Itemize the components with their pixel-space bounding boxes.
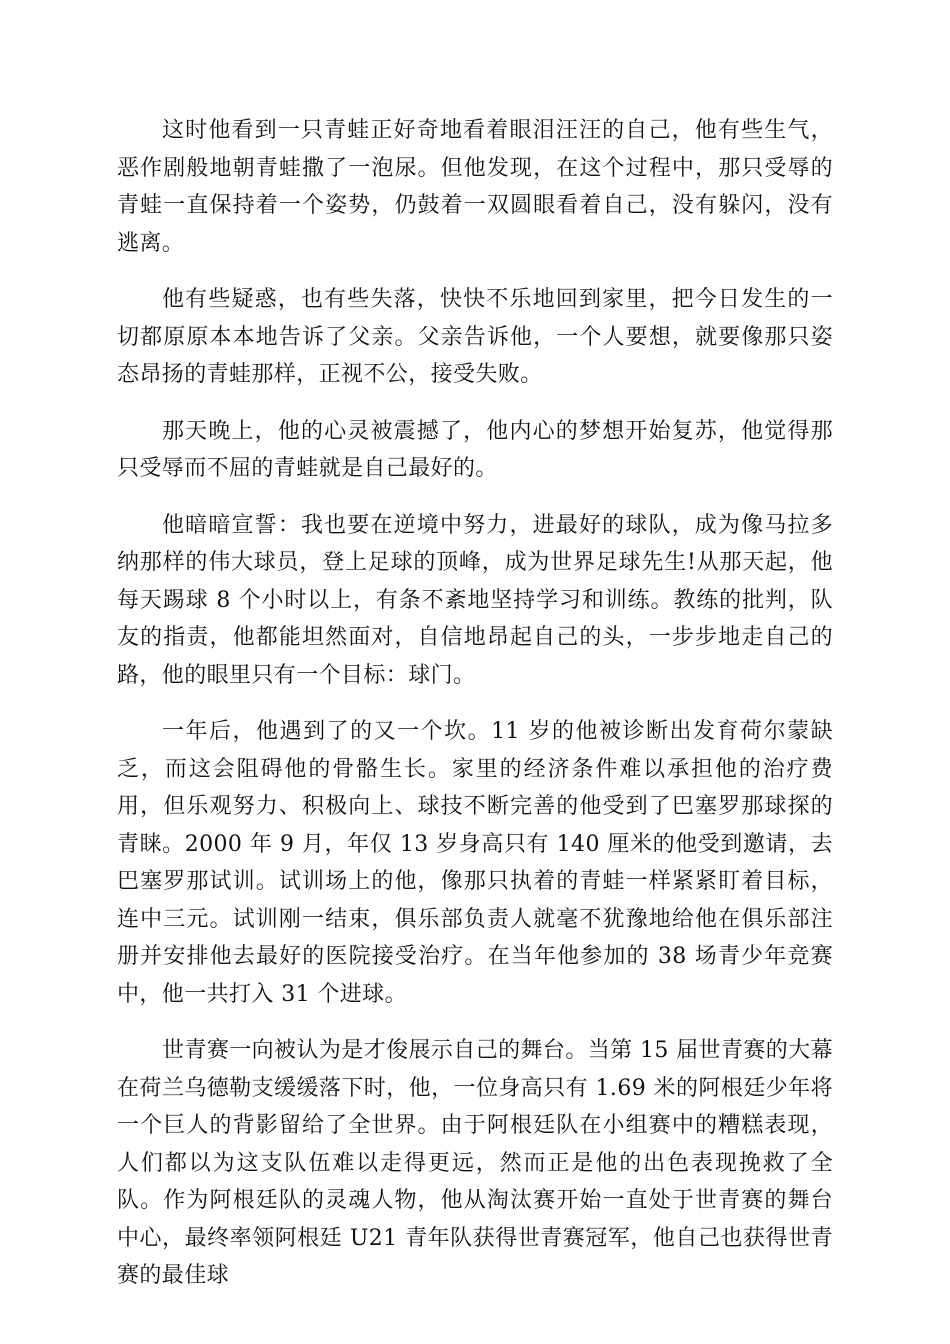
- paragraph: 一年后，他遇到了的又一个坎。11 岁的他被诊断出发育荷尔蒙缺乏，而这会阻碍他的骨骼生长。家里的经济条件难以承担他的治疗费用，但乐观努力、积极向上、球技不断完善的他受到了巴塞罗那球探的青睐。2000 年 9 月，年仅 13 岁身高只有 140 厘米的他受到邀请，去巴塞罗那试训。试训场上的他，像那只执着的青蛙一样紧紧盯着目标，连中三元。试训刚一结束，俱乐部负责人就毫不犹豫地给他在俱乐部注册并安排他去最好的医院接受治疗。在当年他参加的 38 场青少年竞赛中，他一共打入 31 个进球。: [117, 719, 833, 1007]
- paragraph: 他暗暗宣誓：我也要在逆境中努力，进最好的球队，成为像马拉多纳那样的伟大球员，登上足球的顶峰，成为世界足球先生!从那天起，他每天踢球 8 个小时以上，有条不紊地坚持学习和训练。教练的批判，队友的指责，他都能坦然面对，自信地昂起自己的头，一步步地走自己的路，他的眼里只有一个目标：球门。: [117, 512, 833, 688]
- document-body: [117, 112, 833, 1314]
- paragraph: 那天晚上，他的心灵被震撼了，他内心的梦想开始复苏，他觉得那只受辱而不屈的青蛙就是自己最好的。: [117, 418, 833, 481]
- paragraph: 世青赛一向被认为是才俊展示自己的舞台。当第 15 届世青赛的大幕在荷兰乌德勒支缓缓落下时，他，一位身高只有 1.69 米的阿根廷少年将一个巨人的背影留给了全世界。由于阿根廷队在小组赛中的糟糕表现，人们都以为这支队伍难以走得更远，然而正是他的出色表现挽救了全队。作为阿根廷队的灵魂人物，他从淘汰赛开始一直处于世青赛的舞台中心，最终率领阿根廷 U21 青年队获得世青赛冠军，他自己也获得世青赛的最佳球: [117, 1038, 833, 1288]
- paragraph: 这时他看到一只青蛙正好奇地看着眼泪汪汪的自己，他有些生气，恶作剧般地朝青蛙撒了一泡尿。但他发现，在这个过程中，那只受辱的青蛙一直保持着一个姿势，仍鼓着一双圆眼看着自己，没有躲闪，没有逃离。: [117, 118, 833, 256]
- paragraph: 他有些疑惑，也有些失落，快快不乐地回到家里，把今日发生的一切都原原本本地告诉了父亲。父亲告诉他，一个人要想，就要像那只姿态昂扬的青蛙那样，正视不公，接受失败。: [117, 287, 833, 387]
